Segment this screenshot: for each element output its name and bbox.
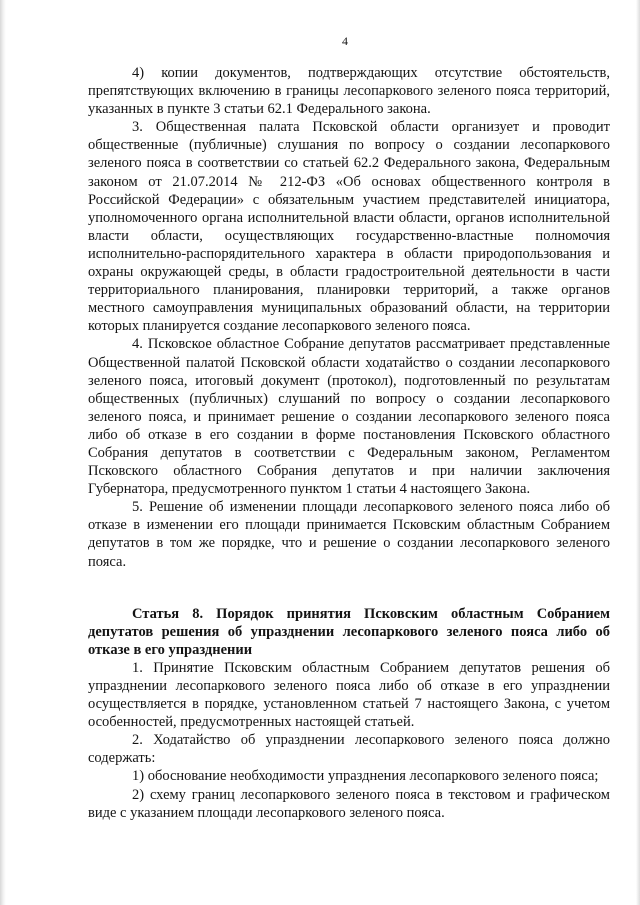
article-8-subitem-2: 2) схему границ лесопаркового зеленого пояса в текстовом и графическом виде с указанием площади лесопаркового зеленого пояса. xyxy=(88,786,610,821)
paragraph-point-4: 4. Псковское областное Собрание депутатов рассматривает представленные Общественной палатой Псковской области ходатайство о создании лесопаркового зеленого пояса, итоговый документ (протокол), подготовленный по результатам общественных (публичных) слушаний по вопросу о создании лесопаркового зеленого пояса, и принимает решение о создании лесопаркового зеленого пояса либо об отказе в его создании в форме постановления Псковского областного Собрания депутатов в соответствии с Федеральным законом, Регламентом Псковского областного Собрания депутатов и при наличии заключения Губернатора, предусмотренного пунктом 1 статьи 4 настоящего Закона. xyxy=(88,336,610,498)
paragraph-item-4: 4) копии документов, подтверждающих отсутствие обстоятельств, препятствующих включению в границы лесопаркового зеленого пояса территорий, указанных в пункте 3 статьи 62.1 Федерального закона. xyxy=(88,65,610,118)
article-8-point-1: 1. Принятие Псковским областным Собранием депутатов решения об упразднении лесопаркового зеленого пояса либо об отказе в его упразднении осуществляется в порядке, установленном статьей 7 настоящего Закона, с учетом особенностей, предусмотренных настоящей статьей. xyxy=(88,659,610,731)
article-8-title: Статья 8. Порядок принятия Псковским областным Собранием депутатов решения об упразднении лесопаркового зеленого пояса либо об отказе в его упразднении xyxy=(88,605,610,658)
paragraph-point-5: 5. Решение об изменении площади лесопаркового зеленого пояса либо об отказе в изменении его площади принимается Псковским областным Собранием депутатов в том же порядке, что и решение о создании лесопаркового зеленого пояса. xyxy=(88,499,610,570)
scan-edge-left xyxy=(0,0,6,905)
document-body xyxy=(88,64,610,822)
article-8-point-2: 2. Ходатайство об упразднении лесопаркового зеленого пояса должно содержать: xyxy=(88,732,610,767)
scan-edge-right xyxy=(636,0,640,905)
paragraph-point-3: 3. Общественная палата Псковской области организует и проводит общественные (публичные) слушания по вопросу о создании лесопаркового зеленого пояса в соответствии со статьей 62.2 Федерального закона, Федеральным законом от 21.07.2014 № 212-ФЗ «Об основах общественного контроля в Российской Федерации» с обязательным участием представителей инициатора, уполномоченного органа исполнительной власти области, органов исполнительной власти области, осуществляющих государственно-властные полномочия исполнительно-распорядительного характера в области природопользования и охраны окружающей среды, в области градостроительной деятельности в части территориального планирования, планировки территорий, а также органов местного самоуправления муниципальных образований области, на территории которых планируется создание лесопаркового зеленого пояса. xyxy=(88,119,610,335)
article-8-subitem-1: 1) обоснование необходимости упразднения лесопаркового зеленого пояса; xyxy=(132,768,599,785)
page-number: 4 xyxy=(342,34,348,48)
